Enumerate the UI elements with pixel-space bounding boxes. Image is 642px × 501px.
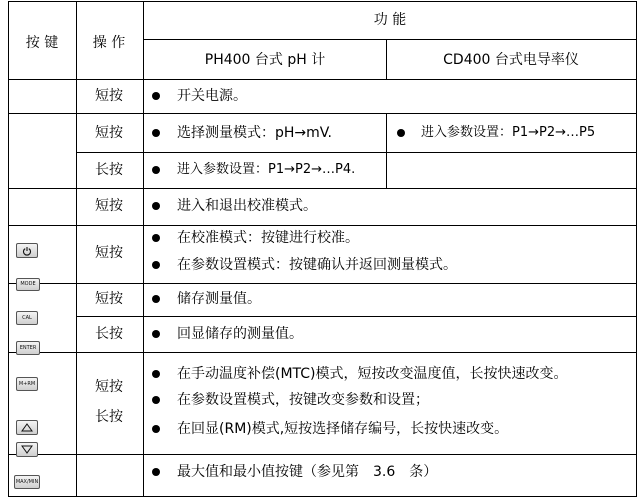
bullet-icon	[152, 166, 160, 174]
op-label: 长按	[95, 326, 123, 342]
function-text: 在手动温度补偿(MTC)模式，短按改变温度值，长按快速改变。	[177, 366, 568, 382]
bullet-icon	[152, 202, 160, 210]
function-text: 回显储存的测量值。	[177, 326, 303, 342]
maxmin-key-label: MAX/MIN	[15, 478, 39, 485]
function-text: 在回显(RM)模式,短按选择储存编号，长按快速改变。	[177, 421, 509, 437]
op-label: 长按	[95, 162, 123, 178]
rule	[8, 188, 637, 189]
rule	[76, 152, 637, 153]
up-triangle-icon	[21, 423, 33, 432]
down-key[interactable]	[16, 442, 38, 457]
rule	[386, 113, 387, 189]
op-label: 短按	[95, 379, 123, 395]
mode-key-label: MODE	[20, 281, 36, 287]
rule	[76, 316, 637, 317]
up-key[interactable]	[16, 420, 38, 435]
rule	[8, 79, 637, 80]
bullet-icon	[152, 330, 160, 338]
rule	[386, 39, 387, 80]
function-text: 储存测量值。	[177, 291, 261, 307]
mrm-key-label: M+RM	[18, 380, 36, 387]
function-text: 进入参数设置：P1→P2→…P4.	[177, 162, 356, 177]
rule	[8, 496, 637, 497]
rule	[8, 1, 637, 2]
op-label: 短按	[95, 245, 123, 261]
function-text: 在参数设置模式：按键确认并返回测量模式。	[177, 257, 457, 273]
rule	[8, 454, 637, 455]
bullet-icon	[152, 234, 160, 242]
op-label: 长按	[95, 409, 123, 425]
header-function: 功 能	[373, 12, 407, 28]
rule	[8, 113, 637, 114]
function-text: 选择测量模式：pH→mV.	[177, 125, 333, 141]
op-label: 短按	[95, 125, 123, 141]
rule	[636, 1, 637, 497]
op-label: 短按	[95, 198, 123, 214]
power-key[interactable]	[16, 243, 38, 258]
mrm-key[interactable]	[16, 377, 38, 391]
bullet-icon	[397, 129, 405, 137]
rule	[8, 283, 637, 284]
maxmin-key[interactable]	[14, 475, 40, 489]
bullet-icon	[152, 468, 160, 476]
rule	[143, 39, 637, 40]
header-cd400: CD400 台式电导率仪	[443, 52, 579, 68]
down-triangle-icon	[21, 445, 33, 454]
bullet-icon	[152, 261, 160, 269]
cal-key-label: CAL	[22, 314, 32, 321]
header-operation: 操 作	[92, 35, 126, 51]
enter-key[interactable]	[16, 341, 40, 355]
rule	[8, 1, 9, 497]
power-icon	[22, 246, 32, 256]
function-text: 最大值和最小值按键（参见第 3.6 条）	[177, 464, 438, 480]
op-label: 短按	[95, 291, 123, 307]
bullet-icon	[152, 425, 160, 433]
function-text: 开关电源。	[177, 88, 247, 104]
bullet-icon	[152, 295, 160, 303]
rule	[8, 225, 637, 226]
bullet-icon	[152, 396, 160, 404]
bullet-icon	[152, 370, 160, 378]
function-text: 进入和退出校准模式。	[177, 198, 317, 214]
function-text: 在参数设置模式，按键改变参数和设置；	[177, 392, 429, 408]
header-key: 按 键	[25, 35, 59, 51]
header-ph400: PH400 台式 pH 计	[204, 52, 326, 68]
mode-key[interactable]	[16, 278, 40, 291]
bullet-icon	[152, 92, 160, 100]
rule	[8, 352, 637, 353]
enter-key-label: ENTER	[19, 344, 37, 351]
function-text: 在校准模式：按键进行校准。	[177, 230, 359, 246]
rule	[143, 1, 144, 497]
function-text-cd400: 进入参数设置：P1→P2→…P5	[421, 125, 596, 140]
rule	[76, 1, 77, 497]
op-label: 短按	[95, 88, 123, 104]
bullet-icon	[152, 129, 160, 137]
cal-key[interactable]	[16, 311, 38, 325]
